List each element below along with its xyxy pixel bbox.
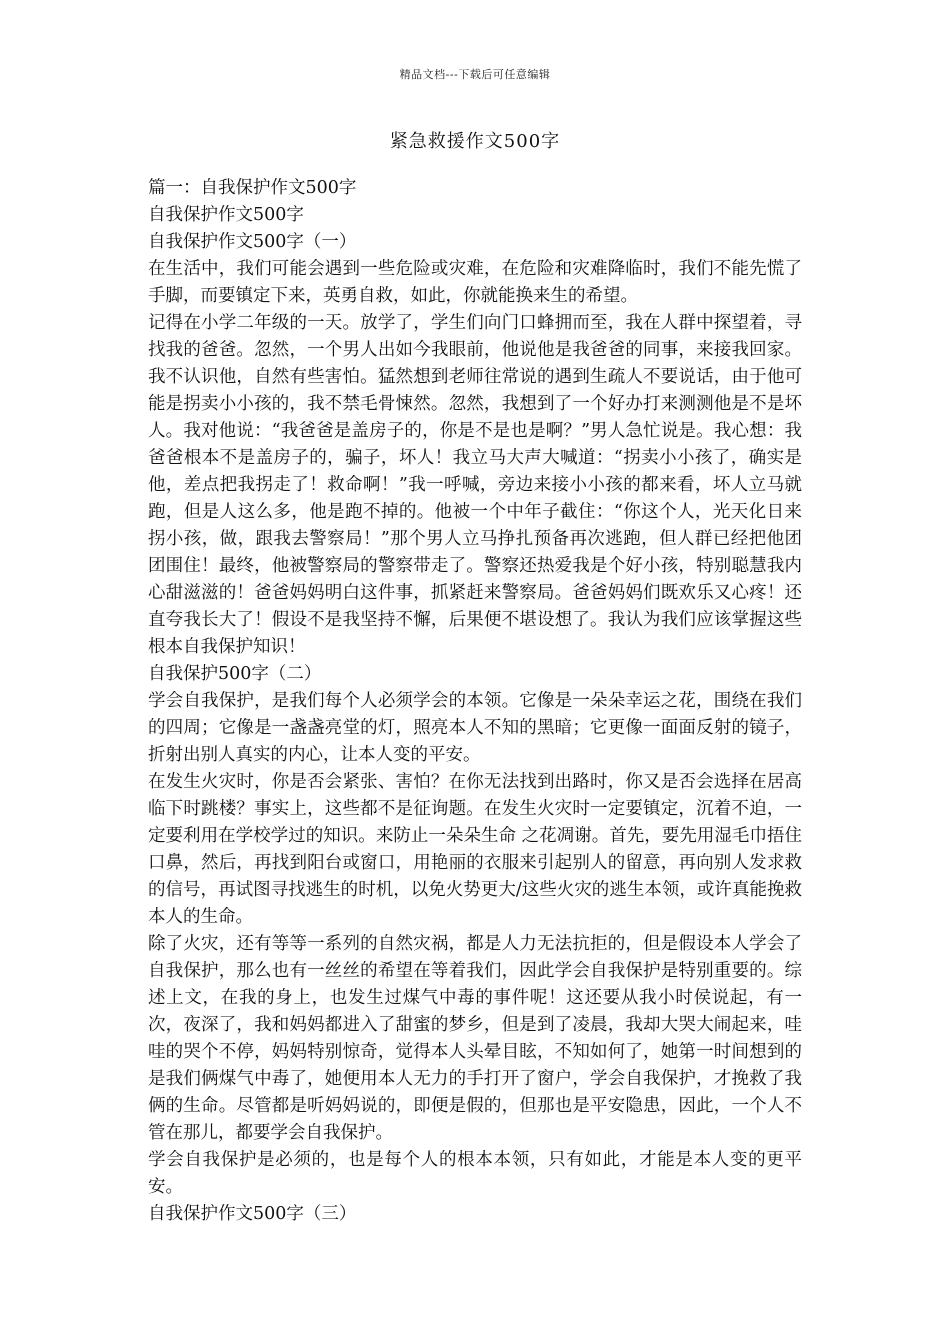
body-paragraph: 记得在小学二年级的一天。放学了，学生们向门口蜂拥而至，我在人群中探望着，寻找我的爸爸。忽然，一个男人出如今我眼前，他说他是我爸爸的同事，来接我回家。我不认识他，自然有些害怕。猛然想到老师往常说的遇到生疏人不要说话，由于他可能是拐卖小小孩的，我不禁毛骨悚然。忽然，我想到了一个好办打来测测他是不是坏人。我对他说：“我爸爸是盖房子的，你是不是也是啊？”男人急忙说是。我心想：我爸爸根本不是盖房子的，骗子，坏人！我立马大声大喊道：“拐卖小小孩了，确实是他，差点把我拐走了！救命啊！”我一呼喊，旁边来接小小孩的都来看，坏人立马就跑，但是人这么多，他是跑不掉的。他被一个中年子截住：“你这个人，光天化日来拐小孩，做，跟我去警察局！”那个男人立马挣扎预备再次逃跑，但人群已经把他团团围住！最终，他被警察局的警察带走了。警察还热爱我是个好小孩，特别聪慧我内心甜滋滋的！爸爸妈妈明白这件事，抓紧赶来警察局。爸爸妈妈们既欢乐又心疼！还直夸我长大了！假设不是我坚持不懈，后果便不堪设想了。我认为我们应该掌握这些根本自我保护知识！ [148,313,802,657]
essay-part-heading: 自我保护作文500字（一） [148,232,357,252]
essay-heading: 自我保护作文500字 [148,205,304,225]
page-header-note: 精品文档---下载后可任意编辑 [399,68,551,81]
body-paragraph: 除了火灾，还有等等一系列的自然灾祸，都是人力无法抗拒的，但是假设本人学会了自我保护，那么也有一丝丝的希望在等着我们，因此学会自我保护是特别重要的。综述上文，在我的身上，也发生过煤气中毒的事件呢！这还要从我小时侯说起，有一次，夜深了，我和妈妈都进入了甜蜜的梦乡，但是到了凌晨，我却大哭大闹起来，哇哇的哭个不停，妈妈特别惊奇，觉得本人头晕目眩，不知如何了，她第一时间想到的是我们俩煤气中毒了，她便用本人无力的手打开了窗户，学会自我保护，才挽救了我俩的生命。尽管都是听妈妈说的，即便是假的，但那也是平安隐患，因此，一个人不管在那儿，都要学会自我保护。 [148,934,802,1143]
document-title: 紧急救援作文500字 [389,131,561,152]
section-heading: 篇一：自我保护作文500字 [148,178,357,198]
document-body [148,175,802,1228]
essay-part-heading: 自我保护作文500字（三） [148,1204,357,1224]
body-paragraph: 学会自我保护是必须的，也是每个人的根本本领，只有如此，才能是本人变的更平安。 [148,1150,802,1197]
body-paragraph: 在生活中，我们可能会遇到一些危险或灾难，在危险和灾难降临时，我们不能先慌了手脚，而要镇定下来，英勇自救，如此，你就能换来生的希望。 [148,259,802,306]
essay-part-heading: 自我保护500字（二） [148,664,322,684]
body-paragraph: 学会自我保护，是我们每个人必须学会的本领。它像是一朵朵幸运之花，围绕在我们的四周；它像是一盏盏亮堂的灯，照亮本人不知的黑暗；它更像一面面反射的镜子，折射出别人真实的内心，让本人变的平安。 [148,691,802,765]
body-paragraph: 在发生火灾时，你是否会紧张、害怕？在你无法找到出路时，你又是否会选择在居高临下时跳楼？事实上，这些都不是征询题。在发生火灾时一定要镇定，沉着不迫，一定要利用在学校学过的知识。来防止一朵朵生命 之花凋谢。首先，要先用湿毛巾捂住口鼻，然后，再找到阳台或窗口，用艳丽的衣服来引起别人的留意，再向别人发求救的信号，再试图寻找逃生的时机，以免火势更大/这些火灾的逃生本领，或许真能挽救本人的生命。 [148,772,802,927]
